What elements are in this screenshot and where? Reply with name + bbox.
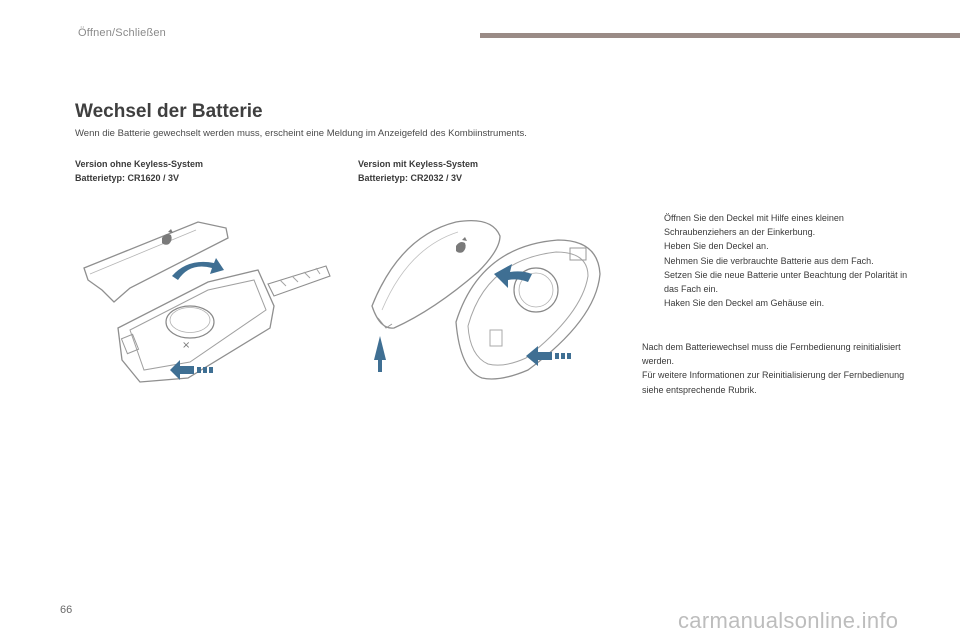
battery-type-label: Batterietyp: CR2032 / 3V: [358, 173, 463, 183]
instruction-step: [642, 296, 917, 310]
column-heading-keyless: [358, 157, 478, 185]
step-text: Öffnen Sie den Deckel mit Hilfe eines kleinen Schraubenziehers an der Einkerbung.: [664, 213, 844, 238]
watermark: carmanualsonline.info: [678, 608, 899, 633]
instruction-step: [642, 268, 917, 296]
note-paragraph: Für weitere Informationen zur Reinitialisierung der Fernbedienung siehe entsprechende Rubrik.: [642, 370, 905, 395]
header-section-title: Öffnen/Schließen: [78, 27, 166, 39]
note-paragraph: Nach dem Batteriewechsel muss die Fernbedienung reinitialisiert werden.: [642, 342, 901, 367]
instruction-step: [642, 211, 917, 239]
step-text: Heben Sie den Deckel an.: [664, 241, 769, 252]
page-number: 66: [60, 604, 73, 616]
step-text: Setzen Sie die neue Batterie unter Beachtung der Polarität in das Fach ein.: [664, 269, 908, 295]
key-battery-illustration: [78, 210, 338, 390]
page-title: Wechsel der Batterie: [75, 101, 263, 122]
version-label: Version mit Keyless-System: [358, 159, 479, 169]
step-text: Haken Sie den Deckel am Gehäuse ein.: [664, 298, 825, 309]
intro-text: Wenn die Batterie gewechselt werden muss, erscheint eine Meldung im Anzeigefeld des Kombiinstruments.: [75, 128, 527, 139]
instruction-step: [642, 254, 917, 268]
keyless-battery-illustration: [360, 210, 620, 390]
instruction-steps: [642, 211, 917, 310]
reinitialization-note: [642, 340, 912, 397]
version-label: Version ohne Keyless-System: [75, 159, 204, 169]
instruction-step: [642, 239, 917, 253]
battery-type-label: Batterietyp: CR1620 / 3V: [75, 173, 180, 183]
header-bar: [480, 33, 960, 38]
column-heading-standard: [75, 157, 203, 185]
svg-text:×: ×: [182, 340, 191, 351]
step-text: Nehmen Sie die verbrauchte Batterie aus dem Fach.: [664, 255, 874, 266]
